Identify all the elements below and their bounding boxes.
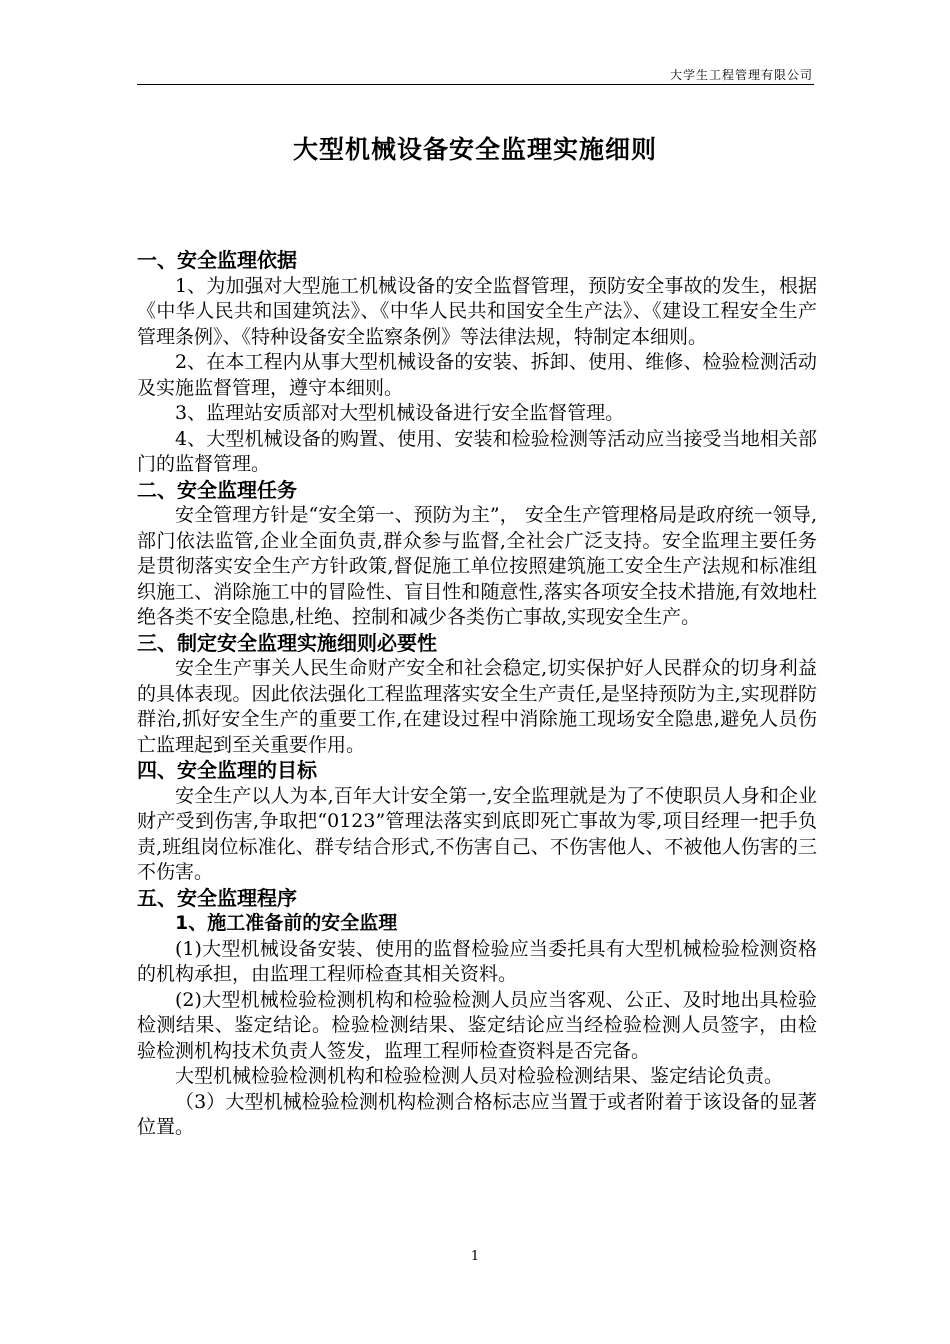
header-company-name: 大学生工程管理有限公司 [669, 68, 813, 82]
section-heading: 五、安全监理程序 [137, 885, 297, 910]
section-subheading: 1、施工准备前的安全监理 [175, 912, 398, 934]
section-paragraph: 1、为加强对大型施工机械设备的安全监督管理，预防安全事故的发生，根据《中华人民共和国建筑法》、《中华人民共和国安全生产法》、《建设工程安全生产管理条例》、《特种设备安全监察条例》等法律法规，特制定本细则。 [137, 274, 817, 348]
section-paragraph: 3、监理站安质部对大型机械设备进行安全监督管理。 [175, 402, 625, 424]
document-title: 大型机械设备安全监理实施细则 [292, 135, 657, 164]
document-body [137, 248, 817, 1141]
section-heading: 四、安全监理的目标 [137, 758, 317, 782]
section-paragraph: （3）大型机械检验检测机构检测合格标志应当置于或者附着于该设备的显著位置。 [137, 1090, 817, 1138]
section-paragraph: 2、在本工程内从事大型机械设备的安装、拆卸、使用、维修、检验检测活动及实施监督管理，遵守本细则。 [137, 351, 817, 399]
section-heading: 一、安全监理依据 [137, 248, 297, 272]
section-paragraph: 安全管理方针是“安全第一、预防为主”， 安全生产管理格局是政府统一领导,部门依法监管,企业全面负责,群众参与监督,全社会广泛支持。安全监理主要任务是贯彻落实安全生产方针政策,督促施工单位按照建筑施工安全生产法规和标准组织施工、消除施工中的冒险性、盲目性和随意性,落实各项安全技术措施,有效地杜绝各类不安全隐患,杜绝、控制和减少各类伤亡事故,实现安全生产。 [137, 504, 817, 628]
header-divider [137, 84, 814, 85]
page-number: 1 [470, 1249, 480, 1264]
section-heading: 二、安全监理任务 [137, 477, 297, 502]
section-paragraph: 大型机械检验检测机构和检验检测人员对检验检测结果、鉴定结论负责。 [175, 1065, 784, 1087]
section-paragraph: (1)大型机械设备安装、使用的监督检验应当委托具有大型机械检验检测资格的机构承担，由监理工程师检查其相关资料。 [137, 937, 817, 985]
section-paragraph: (2)大型机械检验检测机构和检验检测人员应当客观、公正、及时地出具检验检测结果、鉴定结论。检验检测结果、鉴定结论应当经检验检测人员签字，由检验检测机构技术负责人签发，监理工程师检查资料是否完备。 [137, 988, 817, 1062]
section-heading: 三、制定安全监理实施细则必要性 [137, 630, 437, 655]
section-paragraph: 安全生产事关人民生命财产安全和社会稳定,切实保护好人民群众的切身利益的具体表现。因此依法强化工程监理落实安全生产责任,是坚持预防为主,实现群防群治,抓好安全生产的重要工作,在建设过程中消除施工现场安全隐患,避免人员伤亡监理起到至关重要作用。 [137, 657, 817, 756]
section-paragraph: 安全生产以人为本,百年大计安全第一,安全监理就是为了不使职员人身和企业财产受到伤害,争取把“0123”管理法落实到底即死亡事故为零,项目经理一把手负责,班组岗位标准化、群专结合形式,不伤害自己、不伤害他人、不被他人伤害的三不伤害。 [137, 784, 817, 883]
section-paragraph: 4、大型机械设备的购置、使用、安装和检验检测等活动应当接受当地相关部门的监督管理。 [137, 427, 817, 475]
